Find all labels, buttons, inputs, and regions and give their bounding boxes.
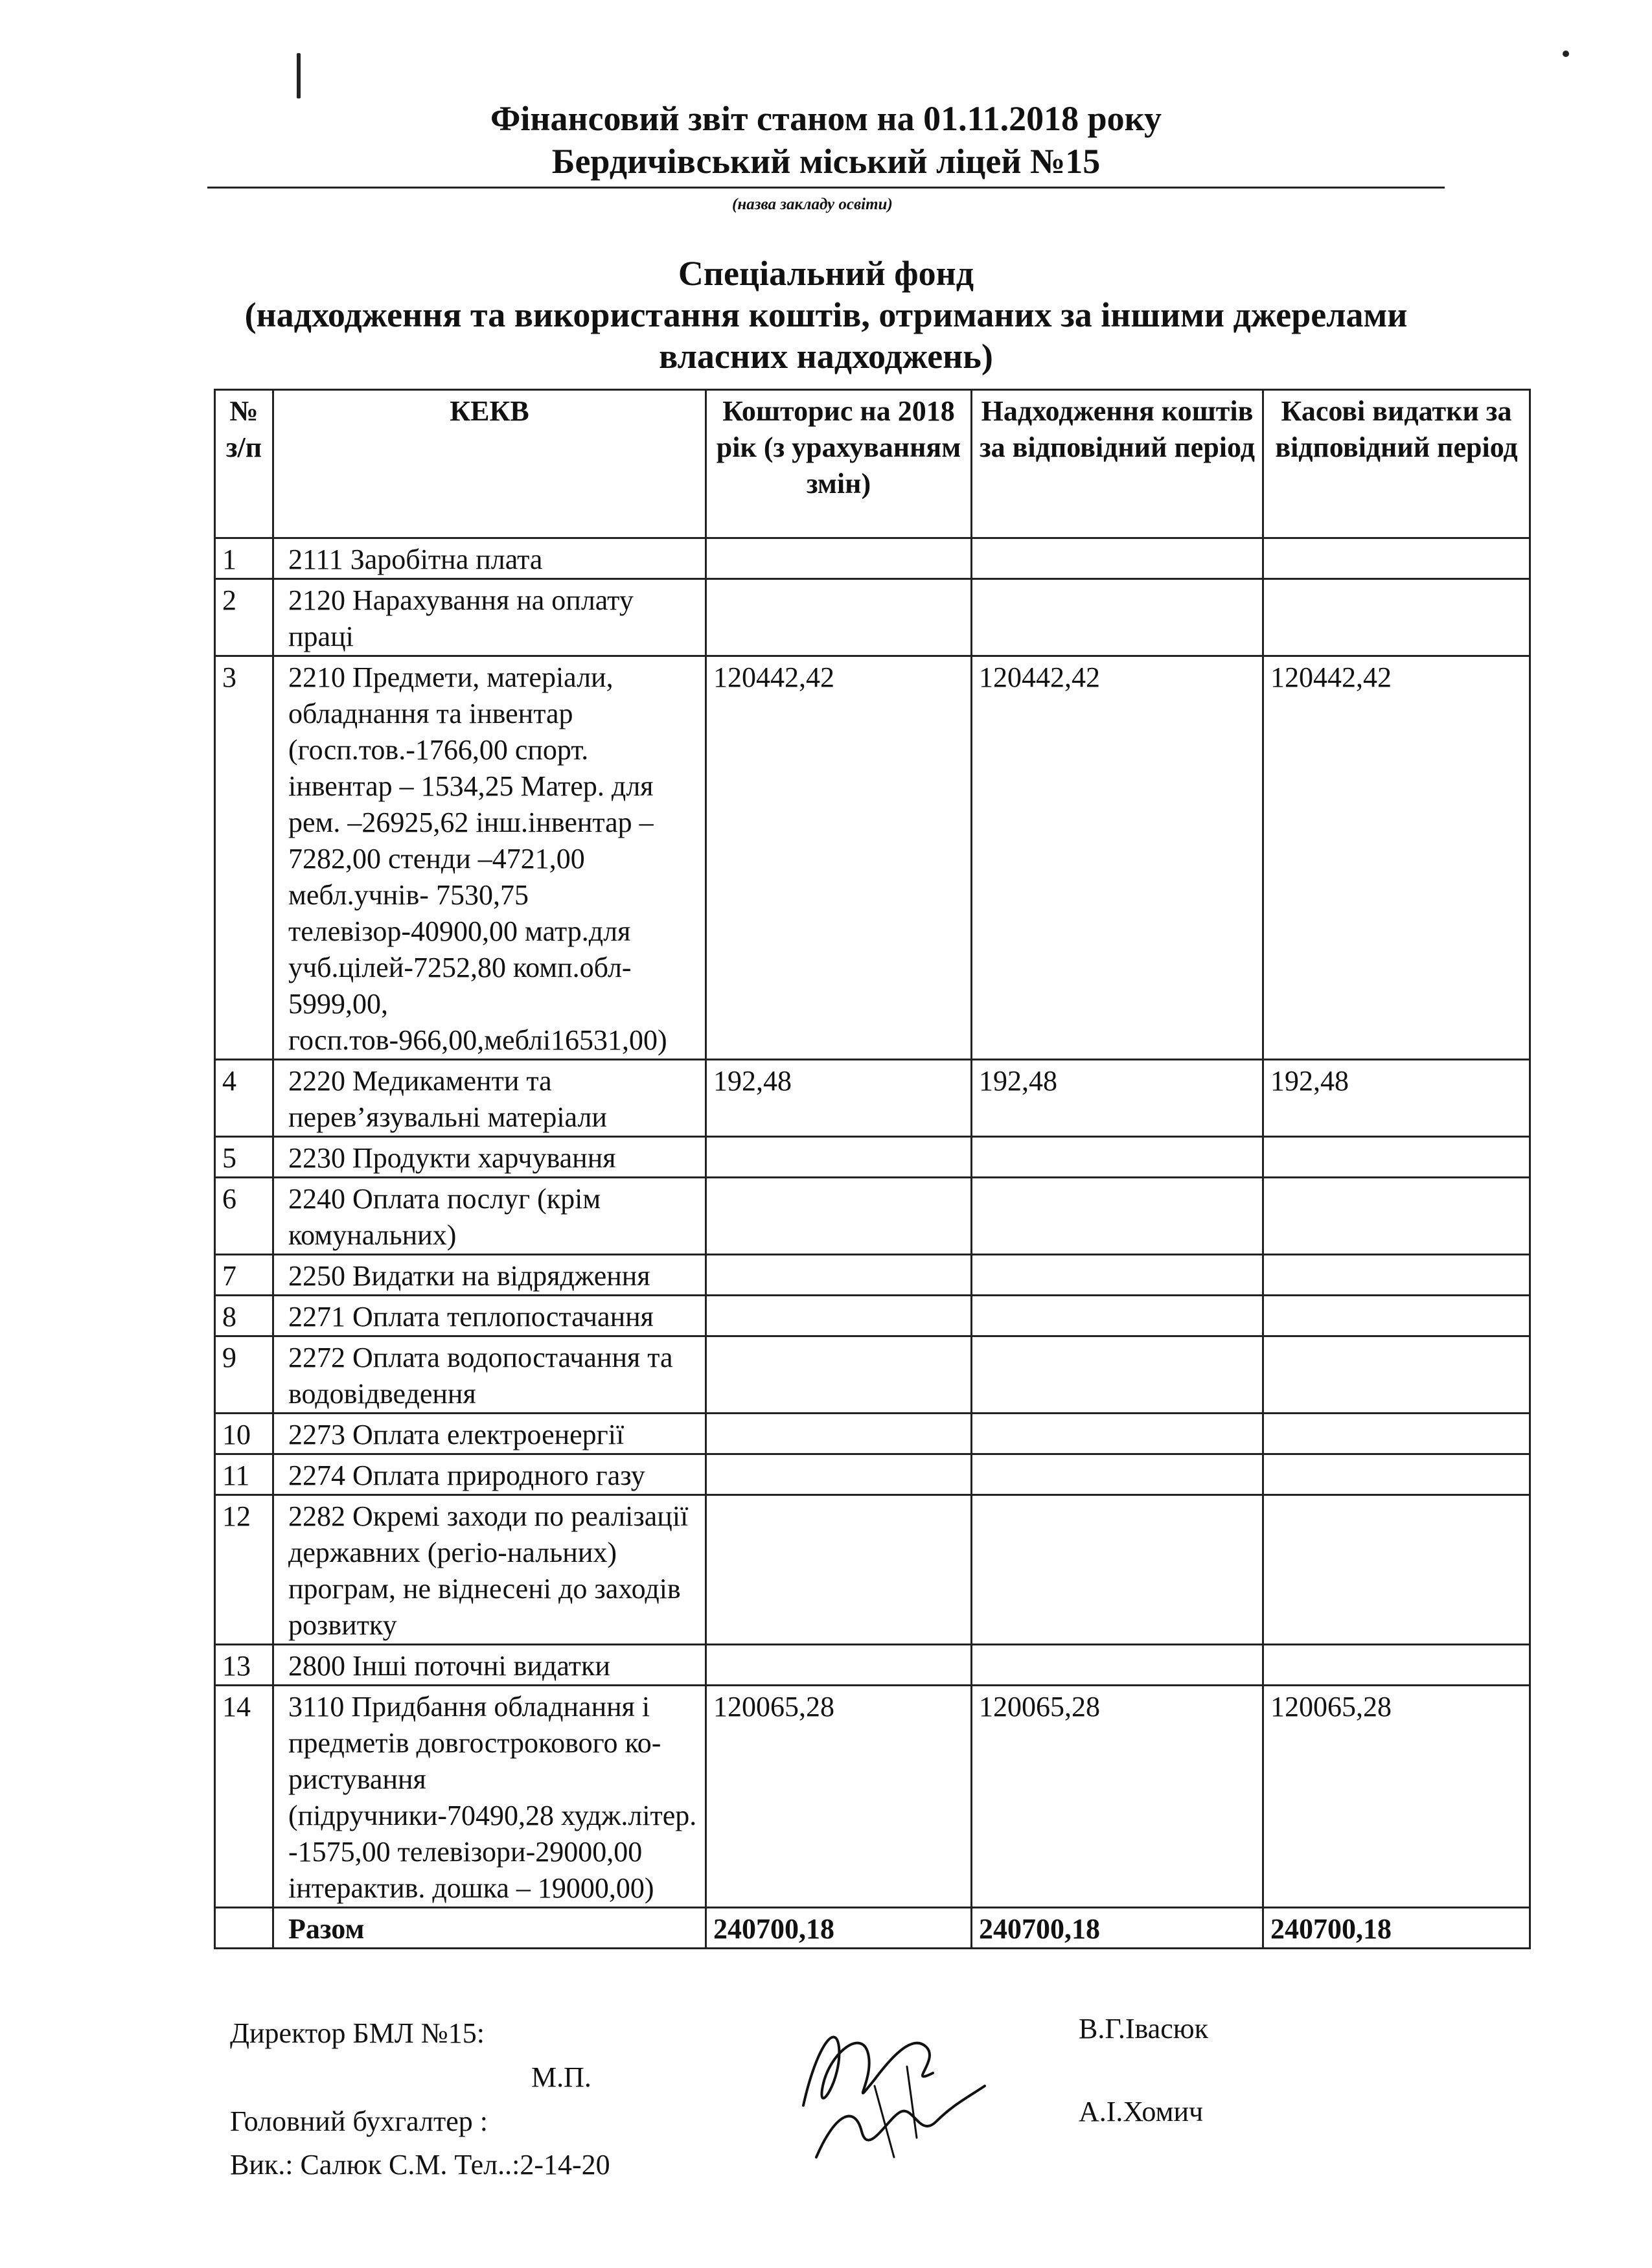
expenses-cell (1263, 1296, 1530, 1336)
expenses-cell: 120065,28 (1263, 1686, 1530, 1908)
title-underline (207, 187, 1445, 189)
budget-cell (706, 579, 972, 656)
director-label: Директор БМЛ №15: (230, 2017, 485, 2049)
table-total-row (215, 1908, 1530, 1949)
row-number: 9 (215, 1336, 273, 1414)
budget-cell (706, 1296, 972, 1336)
budget-cell (706, 1137, 972, 1178)
table-row (215, 1255, 1530, 1296)
accountant-name: А.І.Хомич (1079, 2096, 1204, 2127)
table-row (215, 656, 1530, 1060)
table-header-row (215, 390, 1530, 538)
director-name: В.Г.Івасюк (1079, 2013, 1208, 2045)
budget-cell (706, 538, 972, 579)
fund-subtitle-line2: власних надходжень) (659, 337, 993, 376)
row-number: 14 (215, 1686, 273, 1908)
kekv-cell: 2240 Оплата послуг (крім комунальних) (273, 1178, 706, 1255)
receipts-cell (972, 1137, 1263, 1178)
kekv-cell: 2274 Оплата природного газу (273, 1454, 706, 1495)
budget-cell (706, 1645, 972, 1686)
kekv-cell: 2120 Нарахування на оплату праці (273, 579, 706, 656)
receipts-cell (972, 1255, 1263, 1296)
executor-info: Вик.: Салюк С.М. Тел..:2-14-20 (230, 2149, 610, 2181)
table-row (215, 1645, 1530, 1686)
row-number: 6 (215, 1178, 273, 1255)
report-title-line1: Фінансовий звіт станом на 01.11.2018 року (490, 99, 1162, 138)
col-header-expenses: Касові видатки за відповідний період (1263, 390, 1530, 538)
fund-title (0, 253, 1652, 377)
row-number: 8 (215, 1296, 273, 1336)
expenses-cell (1263, 538, 1530, 579)
total-number-cell (215, 1908, 273, 1949)
expenses-cell: 120442,42 (1263, 656, 1530, 1060)
col-header-receipts: Надходження коштів за відповідний період (972, 390, 1263, 538)
expenses-cell (1263, 1255, 1530, 1296)
row-number: 12 (215, 1495, 273, 1645)
budget-cell: 120442,42 (706, 656, 972, 1060)
table-row (215, 1178, 1530, 1255)
expenses-cell (1263, 1645, 1530, 1686)
receipts-cell (972, 1495, 1263, 1645)
receipts-cell (972, 1296, 1263, 1336)
receipts-cell: 192,48 (972, 1060, 1263, 1137)
budget-cell (706, 1178, 972, 1255)
total-expenses: 240700,18 (1263, 1908, 1530, 1949)
row-number: 5 (215, 1137, 273, 1178)
table-row (215, 1686, 1530, 1908)
kekv-cell: 2111 Заробітна плата (273, 538, 706, 579)
receipts-cell (972, 579, 1263, 656)
kekv-cell: 2800 Інші поточні видатки (273, 1645, 706, 1686)
scan-speck (297, 53, 301, 98)
col-header-number: № з/п (215, 390, 273, 538)
finance-table (214, 389, 1531, 1949)
budget-cell (706, 1495, 972, 1645)
receipts-cell: 120442,42 (972, 656, 1263, 1060)
institution-caption: (назва закладу освіти) (732, 196, 893, 213)
report-title-line2: Бердичівський міський ліцей №15 (551, 142, 1101, 181)
receipts-cell (972, 1336, 1263, 1414)
table-row (215, 1296, 1530, 1336)
kekv-cell: 3110 Придбання обладнання і предметів довгострокового ко-ристування (підручники-70490,28 худж.літер. -1575,00 телевізори-29000,00 інтерактив. дошка – 19000,00) (273, 1686, 706, 1908)
expenses-cell (1263, 579, 1530, 656)
budget-cell (706, 1336, 972, 1414)
receipts-cell (972, 1454, 1263, 1495)
expenses-cell (1263, 1137, 1530, 1178)
budget-cell: 120065,28 (706, 1686, 972, 1908)
receipts-cell (972, 1645, 1263, 1686)
total-label: Разом (273, 1908, 706, 1949)
total-receipts: 240700,18 (972, 1908, 1263, 1949)
stamp-label: М.П. (531, 2061, 591, 2093)
budget-cell: 192,48 (706, 1060, 972, 1137)
row-number: 4 (215, 1060, 273, 1137)
receipts-cell: 120065,28 (972, 1686, 1263, 1908)
scan-speck (1563, 51, 1569, 57)
table-row (215, 1060, 1530, 1137)
accountant-label: Головний бухгалтер : (230, 2105, 488, 2137)
kekv-cell: 2271 Оплата теплопостачання (273, 1296, 706, 1336)
kekv-cell: 2273 Оплата електроенергії (273, 1414, 706, 1454)
row-number: 1 (215, 538, 273, 579)
kekv-cell: 2220 Медикаменти та перев’язувальні матеріали (273, 1060, 706, 1137)
budget-cell (706, 1414, 972, 1454)
table-row (215, 1137, 1530, 1178)
fund-subtitle-line1: (надходження та використання коштів, отриманих за іншими джерелами (244, 295, 1408, 334)
kekv-cell: 2250 Видатки на відрядження (273, 1255, 706, 1296)
row-number: 13 (215, 1645, 273, 1686)
row-number: 7 (215, 1255, 273, 1296)
kekv-cell: 2272 Оплата водопостачання та водовідведення (273, 1336, 706, 1414)
signature-image (777, 2008, 1011, 2170)
row-number: 10 (215, 1414, 273, 1454)
expenses-cell (1263, 1178, 1530, 1255)
receipts-cell (972, 1414, 1263, 1454)
col-header-kekv: КЕКВ (273, 390, 706, 538)
kekv-cell: 2230 Продукти харчування (273, 1137, 706, 1178)
table-row (215, 1495, 1530, 1645)
table-row (215, 1336, 1530, 1414)
expenses-cell (1263, 1336, 1530, 1414)
expenses-cell (1263, 1454, 1530, 1495)
row-number: 3 (215, 656, 273, 1060)
row-number: 11 (215, 1454, 273, 1495)
budget-cell (706, 1454, 972, 1495)
table-row (215, 538, 1530, 579)
fund-title-main: Спеціальний фонд (678, 254, 974, 293)
table-row (215, 1414, 1530, 1454)
total-budget: 240700,18 (706, 1908, 972, 1949)
row-number: 2 (215, 579, 273, 656)
budget-cell (706, 1255, 972, 1296)
expenses-cell (1263, 1495, 1530, 1645)
table-row (215, 579, 1530, 656)
receipts-cell (972, 538, 1263, 579)
expenses-cell: 192,48 (1263, 1060, 1530, 1137)
kekv-cell: 2210 Предмети, матеріали, обладнання та інвентар (госп.тов.-1766,00 спорт. інвентар – 1534,25 Матер. для рем. –26925,62 інш.інвентар –7282,00 стенди –4721,00 мебл.учнів- 7530,75 телевізор-40900,00 матр.для учб.цілей-7252,80 комп.обл- 5999,00, госп.тов-966,00,меблі16531,00) (273, 656, 706, 1060)
expenses-cell (1263, 1414, 1530, 1454)
receipts-cell (972, 1178, 1263, 1255)
col-header-budget: Кошторис на 2018 рік (з урахуванням змін) (706, 390, 972, 538)
report-title (0, 97, 1652, 183)
kekv-cell: 2282 Окремі заходи по реалізації державних (регіо-нальних) програм, не віднесені до заходів розвитку (273, 1495, 706, 1645)
table-row (215, 1454, 1530, 1495)
